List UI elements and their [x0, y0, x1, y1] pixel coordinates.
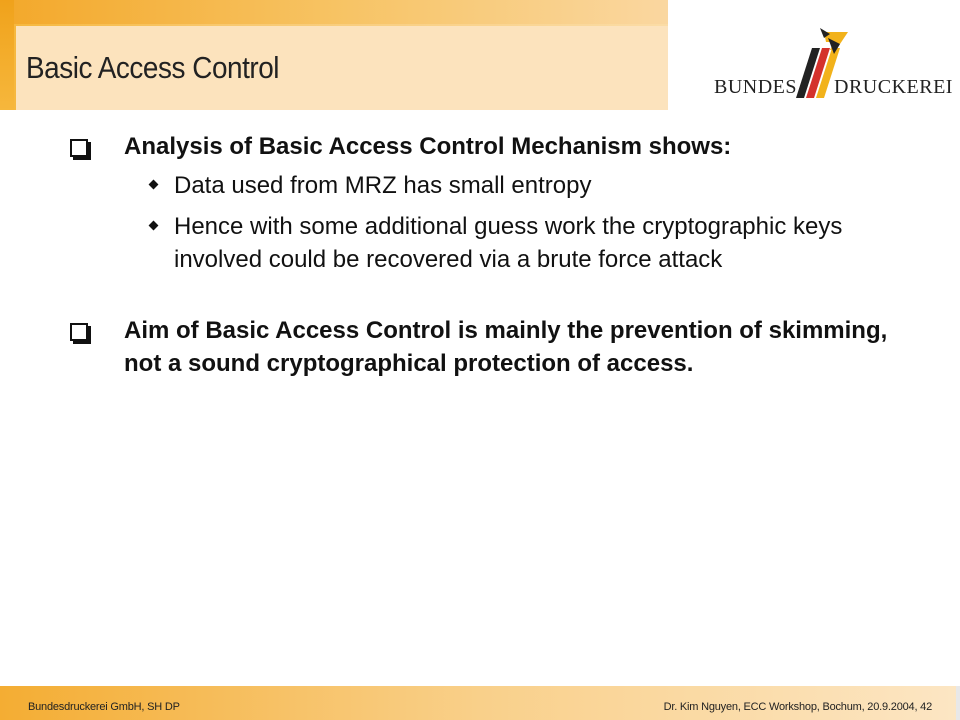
logo-word-bundes: BUNDES: [714, 76, 798, 98]
diamond-bullet-icon: [149, 180, 159, 190]
sub-bullet-item: [60, 210, 920, 276]
footer-presenter-info: Dr. Kim Nguyen, ECC Workshop, Bochum, 20.9.2004, 42: [663, 701, 932, 713]
bullet-point-aim: [60, 314, 920, 380]
checkbox-bullet-icon: [70, 139, 88, 157]
footer-edge: [956, 686, 960, 720]
sub-bullet-text: Hence with some additional guess work the cryptographic keys involved could be recovered via a brute force attack: [174, 213, 843, 273]
checkbox-bullet-icon: [70, 323, 88, 341]
footer-bar: [0, 686, 960, 720]
diamond-bullet-icon: [149, 221, 159, 231]
bullet-point-analysis: [60, 130, 920, 163]
bullet-text: Analysis of Basic Access Control Mechanism shows:: [124, 133, 732, 160]
bullet-text: Aim of Basic Access Control is mainly the prevention of skimming, not a sound cryptographical protection of access.: [124, 317, 888, 377]
sub-bullet-list: [60, 169, 920, 276]
title-top-band: [0, 0, 668, 24]
bundesdruckerei-logo: [712, 28, 953, 108]
logo-word-druckerei: DRUCKEREI: [834, 76, 953, 98]
title-stripe: [0, 0, 14, 110]
slide-content: [60, 130, 920, 380]
sub-bullet-text: Data used from MRZ has small entropy: [174, 172, 592, 199]
slide-title: Basic Access Control: [26, 50, 280, 85]
sub-bullet-item: [60, 169, 920, 202]
footer-organization: Bundesdruckerei GmbH, SH DP: [28, 701, 180, 713]
